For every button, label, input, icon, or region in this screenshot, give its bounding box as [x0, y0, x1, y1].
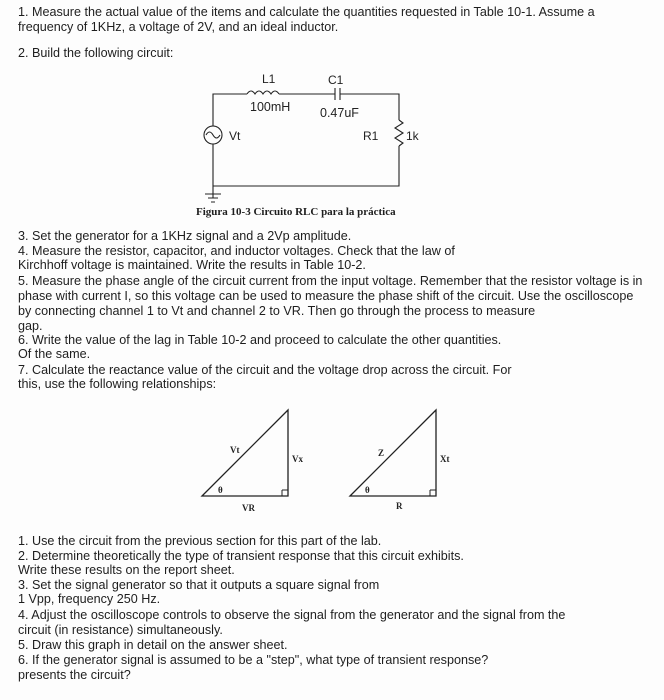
lab-step2-line1: 2. Determine theoretically the type of transient response that this circuit exhibits.	[18, 549, 464, 563]
step1-line1: 1. Measure the actual value of the items and calculate the quantities requested in Table 10-1. Assume a	[18, 5, 595, 19]
c1-name: C1	[328, 73, 344, 87]
step4-line2: Kirchhoff voltage is maintained. Write the results in Table 10-2.	[18, 258, 366, 272]
step5-line3: by connecting channel 1 to Vt and channel 2 to VR. Then go through the process to measure	[18, 304, 536, 318]
wire-right	[213, 146, 399, 186]
figure-caption: Figura 10-3 Circuito RLC para la práctica	[196, 206, 396, 218]
r1-value: 1k	[406, 129, 419, 143]
lab-step4-line2: circuit (in resistance) simultaneously.	[18, 623, 223, 637]
r1-name: R1	[363, 129, 379, 143]
lab-step6-line1: 6. If the generator signal is assumed to be a "step", what type of transient response?	[18, 653, 489, 667]
lab-step2-line2: Write these results on the report sheet.	[18, 563, 235, 577]
xt-label: Xt	[440, 454, 450, 464]
lab-step3-line1: 3. Set the signal generator so that it outputs a square signal from	[18, 578, 380, 592]
theta-impedance-label: θ	[365, 485, 370, 495]
step7-line1: 7. Calculate the reactance value of the circuit and the voltage drop across the circuit. For	[18, 363, 512, 377]
r-label: R	[396, 501, 403, 511]
wire-top-left	[213, 94, 247, 126]
capacitor-c1	[335, 88, 340, 100]
step1-line2: frequency of 1KHz, a voltage of 2V, and an ideal inductor.	[18, 20, 339, 34]
lab-step3-line2: 1 Vpp, frequency 250 Hz.	[18, 592, 161, 606]
step5-line4: gap.	[18, 319, 43, 333]
step5-line2: phase with current I, so this voltage can be used to measure the phase shift of the circuit. Use the oscilloscope	[18, 289, 634, 303]
vr-label: VR	[242, 503, 255, 513]
l1-value: 100mH	[250, 100, 291, 114]
z-label: Z	[378, 448, 385, 458]
rlc-circuit-diagram	[195, 68, 435, 208]
c1-value: 0.47uF	[320, 106, 359, 120]
step2-text: 2. Build the following circuit:	[18, 46, 174, 60]
lab-step6-line2: presents the circuit?	[18, 668, 131, 682]
resistor-r1	[395, 120, 403, 146]
lab-step5: 5. Draw this graph in detail on the answer sheet.	[18, 638, 288, 652]
lab-step4-line1: 4. Adjust the oscilloscope controls to observe the signal from the generator and the signal from the	[18, 608, 566, 622]
step4-line1: 4. Measure the resistor, capacitor, and inductor voltages. Check that the law of	[18, 244, 455, 258]
theta-voltage-label: θ	[218, 485, 223, 495]
source-label: Vt	[229, 129, 241, 143]
vt-label: Vt	[230, 445, 240, 455]
phasor-triangles-diagram	[196, 400, 466, 525]
l1-name: L1	[262, 72, 276, 86]
lab-step1: 1. Use the circuit from the previous section for this part of the lab.	[18, 534, 382, 548]
step5-line1: 5. Measure the phase angle of the circuit current from the input voltage. Remember that the resistor voltage is in	[18, 274, 643, 288]
voltage-triangle	[202, 410, 288, 496]
step7-line2: this, use the following relationships:	[18, 377, 217, 391]
step6-line2: Of the same.	[18, 347, 91, 361]
step6-line1: 6. Write the value of the lag in Table 10-2 and proceed to calculate the other quantities.	[18, 333, 502, 347]
inductor-l1	[247, 91, 279, 94]
step3-line: 3. Set the generator for a 1KHz signal and a 2Vp amplitude.	[18, 229, 352, 243]
impedance-triangle	[350, 410, 436, 496]
vx-label: Vx	[292, 454, 303, 464]
